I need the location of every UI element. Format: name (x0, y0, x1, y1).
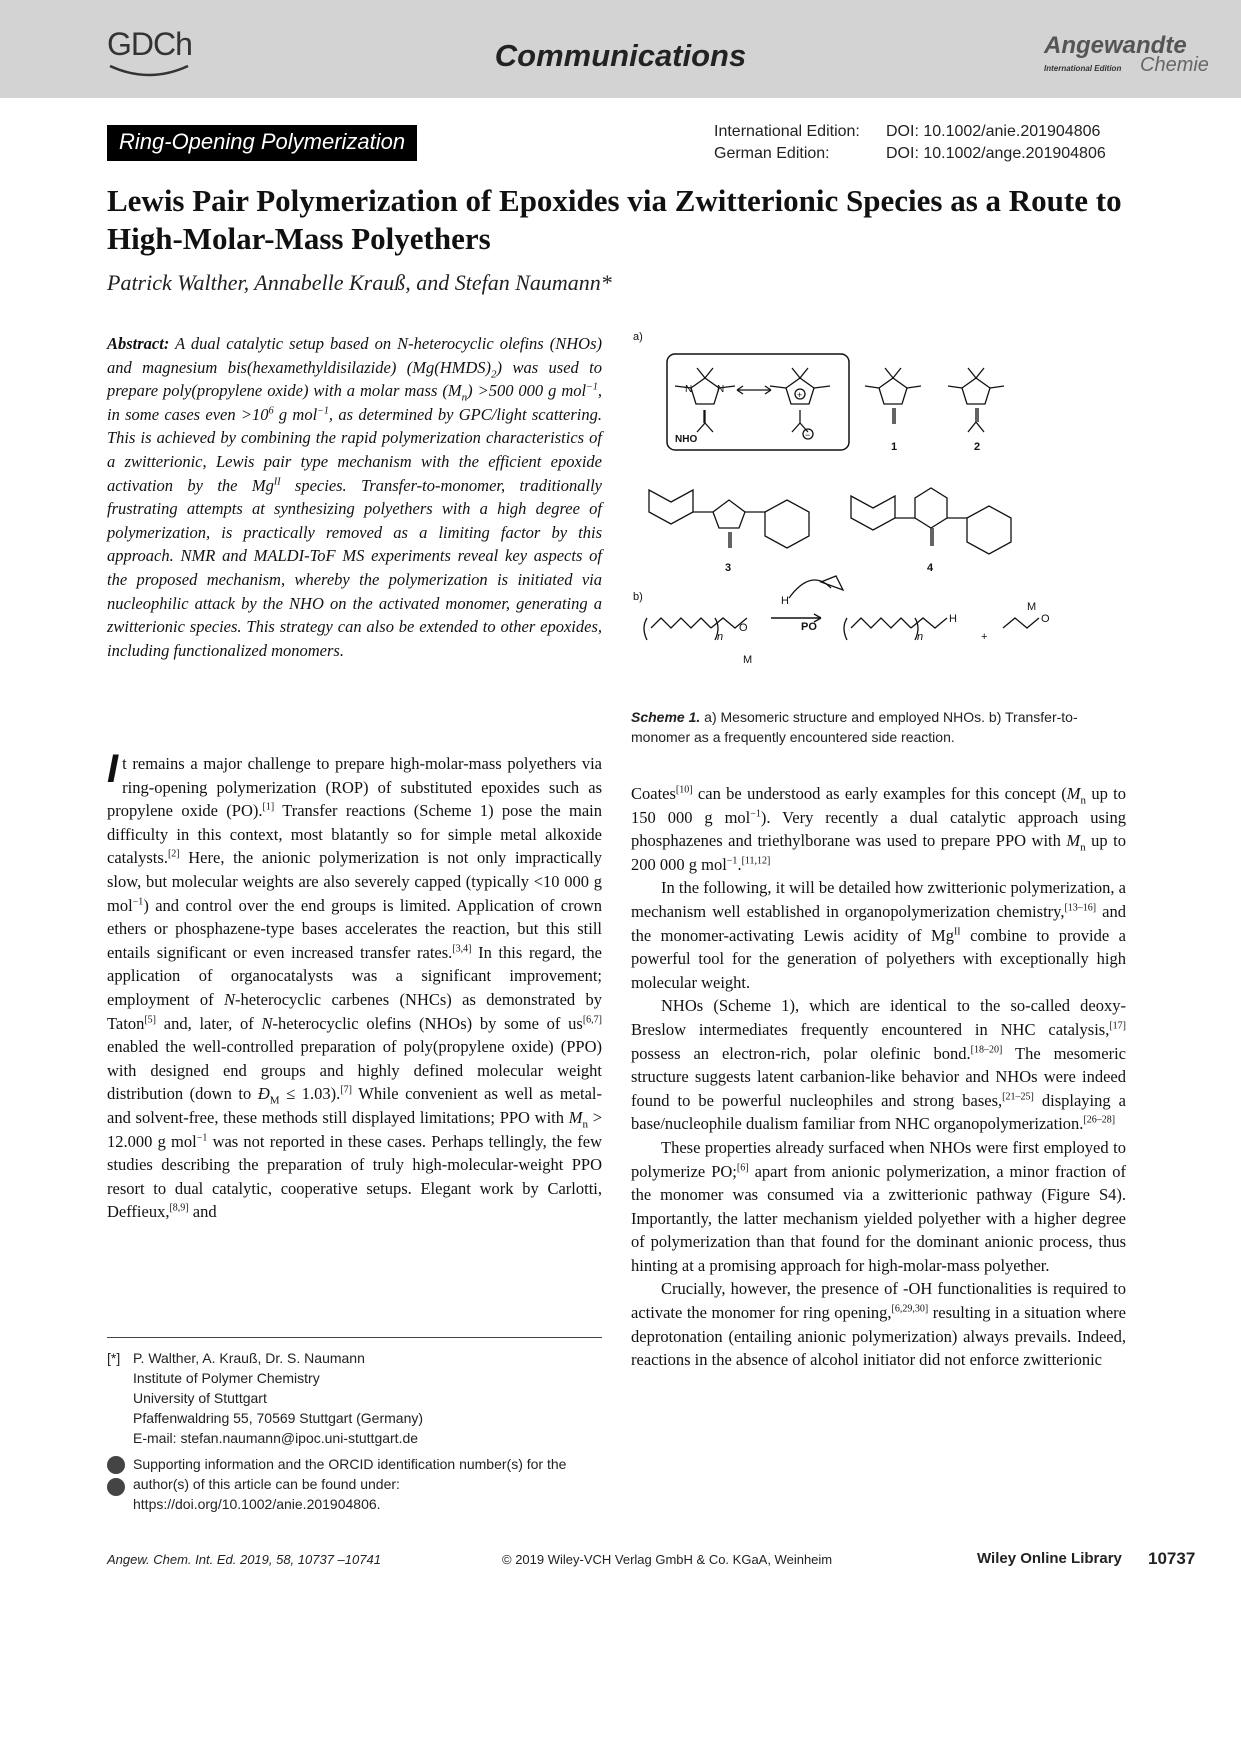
doi-german-label: German Edition: (714, 145, 830, 162)
footnote-institute: Institute of Polymer Chemistry (133, 1370, 320, 1386)
compound-3-structure (649, 490, 809, 548)
svg-text:+: + (797, 390, 803, 400)
article-title: Lewis Pair Polymerization of Epoxides via Zwitterionic Species as a Route to High-Molar-Mass Polyethers (107, 183, 1122, 256)
doi-international[interactable]: DOI: 10.1002/anie.201904806 (886, 123, 1101, 140)
footer-copyright: © 2019 Wiley-VCH Verlag GmbH & Co. KGaA, Weinheim (502, 1552, 833, 1567)
svg-text:O: O (1041, 613, 1050, 625)
body-text-left: It remains a major challenge to prepare high-molar-mass polyethers via ring-opening polymerization (ROP) of substituted epoxides such as propylene oxide (PO).[1] Transfer reactions (Scheme 1) pose the main difficulty in this context, most blatantly so for simple metal alkoxide catalysts.[2] Here, the anionic polymerization is not only impractically slow, but molecular weights are also severely capped (typically <10 000 g mol$^{-1}$) and control over the end groups is limited. Application of crown ethers or phosphazene-type bases accelerates the reaction, but this still entails significant or even increased transfer rates.[3,4] In this regard, the application of organocatalysts was a significant improvement; employment of N-heterocyclic carbenes (NHCs) as demonstrated by Taton[5] and, later, of N-heterocyclic olefins (NHOs) by some of us[6,7] enabled the well-controlled preparation of poly(propylene oxide) (PPO) with designed end groups and highly defined molecular weight distribution (down to $Đ_M \le 1.03).[7]$ While convenient as well as metal- and solvent-free, these methods still displayed limitations; PPO with $M_n > 12.000$ g mol$^{-1}$ was not reported in these cases. Perhaps tellingly, the few studies describing the preparation of truly high-molecular-weight PPO resort to dual catalytic, cooperative setups. Elegant work by Carlotti, Deffieux,[8,9] and (107, 747, 603, 1222)
svg-text:n: n (917, 631, 924, 643)
po-label: PO (801, 621, 817, 633)
svg-text:N: N (685, 384, 693, 395)
footnote-authors: P. Walther, A. Krauß, Dr. S. Naumann (133, 1350, 365, 1366)
journal-logo-sub: Chemie (1140, 54, 1209, 76)
compound-3-label: 3 (725, 562, 732, 574)
svg-text:+: + (981, 631, 988, 643)
article-category: Ring-Opening Polymerization (107, 125, 417, 161)
svg-text:N: N (717, 384, 725, 395)
body-text-right: Coates[10] can be understood as early examples for this concept ($M_n$ up to 150 000 g mol$^{-1}$). Very recently a dual catalytic approach using phosphazenes and triethylborane was used to prepare PPO with $M_n$ up to 200 000 g mol$^{-1}$.[11,12] In the following, it will be detailed how zwitterionic polymerization, a mechanism well established in organopolymerization chemistry,[13–16] and the monomer-activating Lewis acidity of $Mg^{II}$ combine to provide a powerful tool for the generation of polyethers with exceptionally high molecular weight. NHOs (Scheme 1), which are identical to the so-called deoxy-Breslow intermediates frequently encountered in NHC catalysis,[17] possess an electron-rich, polar olefinic bond.[18–20] The mesomeric structure suggests latent carbanion-like behavior and NHOs were indeed found to be powerful nucleophiles and strong bases,[21–25] displaying a base/nucleophile dualism familiar from NHC organopolymerization.[26–28] These properties already surfaced when NHOs were first employed to polymerize PO;[6] apart from anionic polymerization, a minor fraction of the monomer was consumed via a zwitterionic pathway (Figure S4). Importantly, the latter mechanism yielded polyether with a higher degree of polymerization than that found for the dominant anionic process, thus hinting at a promising approach for high-molar-mass polyether. Crucially, however, the presence of -OH functionalities is required to activate the monomer for ring opening,[6,29,30] resulting in a situation where deprotonation (entailing anionic polymerization) always prevails. Indeed, reactions in the absence of alcohol initiator did not enforce zwitterionic (631, 784, 1127, 1370)
nho-structure-right (770, 368, 830, 440)
svg-text:−: − (805, 430, 811, 440)
scheme-1-caption (631, 707, 1126, 747)
nho-structure-left (675, 368, 735, 432)
scheme-1-figure (631, 328, 1126, 698)
footer-citation: Angew. Chem. Int. Ed. 2019, 58, 10737 –10741 (107, 1552, 381, 1567)
compound-2-structure (948, 368, 1004, 432)
svg-text:H: H (781, 595, 789, 607)
compound-4-label: 4 (927, 562, 934, 574)
supporting-info-icon (107, 1456, 125, 1474)
affiliation-footnote (107, 1348, 602, 1448)
caption-text: a) Mesomeric structure and employed NHOs. b) Transfer-to-monomer as a frequently encountered side reaction. (631, 709, 1078, 745)
scheme-label-a: a) (633, 331, 643, 343)
svg-text:H: H (949, 613, 957, 625)
journal-logo-edition: International Edition (1044, 64, 1122, 73)
doi-block (714, 121, 1106, 165)
footnote-tag: [*] (107, 1350, 121, 1366)
scheme-label-b: b) (633, 591, 643, 603)
nho-label: NHO (675, 434, 698, 445)
journal-header-band (0, 0, 1241, 98)
compound-4-structure (851, 488, 1011, 554)
supporting-info-text[interactable]: Supporting information and the ORCID identification number(s) for the author(s) of this article can be found under: https://doi.org/10.1002/anie.201904806. (133, 1456, 567, 1512)
svg-text:M: M (743, 654, 753, 666)
svg-text:M: M (1027, 601, 1037, 613)
abstract: Abstract: A dual catalytic setup based on N-heterocyclic olefins (NHOs) and magnesium bis(hexamethyldisilazide) $(Mg(HMDS)_2)$ was used to prepare poly(propylene oxide) with a molar mass $(M_n) >500$ 000 g mol$^{-1}$, in some cases even $>10^6$ g mol$^{-1}$, as determined by GPC/light scattering. This is achieved by combining the rapid polymerization characteristics of a zwitterionic, Lewis pair type mechanism with the efficient epoxide activation by the $Mg^{II}$ species. Transfer-to-monomer, traditionally frustrating attempts at synthesizing polyethers with a high degree of polymerization, is practically removed as a limiting factor by this approach. NMR and MALDI-ToF MS experiments reveal key aspects of the proposed mechanism, whereby the polymerization is initiated via nucleophilic attack by the NHO on the activated monomer, generating a zwitterionic species. This strategy can also be extended to other epoxides, including functionalized monomers. (107, 334, 603, 660)
compound-2-label: 2 (974, 441, 981, 453)
footnote-university: University of Stuttgart (133, 1390, 267, 1406)
footnote-rule (107, 1337, 602, 1338)
author-list: Patrick Walther, Annabelle Krauß, and Stefan Naumann* (107, 270, 612, 295)
orcid-icon (107, 1478, 125, 1496)
svg-text:O: O (739, 622, 748, 634)
polymer-chain-right (844, 601, 1050, 643)
doi-international-label: International Edition: (714, 123, 860, 140)
section-heading: Communications (494, 38, 747, 73)
compound-1-label: 1 (891, 441, 898, 453)
gdch-logo: GDCh (107, 26, 192, 62)
svg-text:n: n (717, 631, 724, 643)
caption-label: Scheme 1. (631, 709, 701, 725)
footer-wiley-online-library[interactable]: Wiley Online Library (977, 1550, 1122, 1567)
page-number: 10737 (1148, 1549, 1196, 1568)
compound-1-structure (865, 368, 921, 424)
footnote-email[interactable]: E-mail: stefan.naumann@ipoc.uni-stuttgart.de (133, 1430, 419, 1446)
polymer-chain-left (644, 618, 752, 666)
footnote-address: Pfaffenwaldring 55, 70569 Stuttgart (Germany) (133, 1410, 424, 1426)
doi-german[interactable]: DOI: 10.1002/ange.201904806 (886, 145, 1106, 162)
supporting-info-note (107, 1454, 602, 1514)
journal-logo: Angewandte (1044, 32, 1187, 59)
